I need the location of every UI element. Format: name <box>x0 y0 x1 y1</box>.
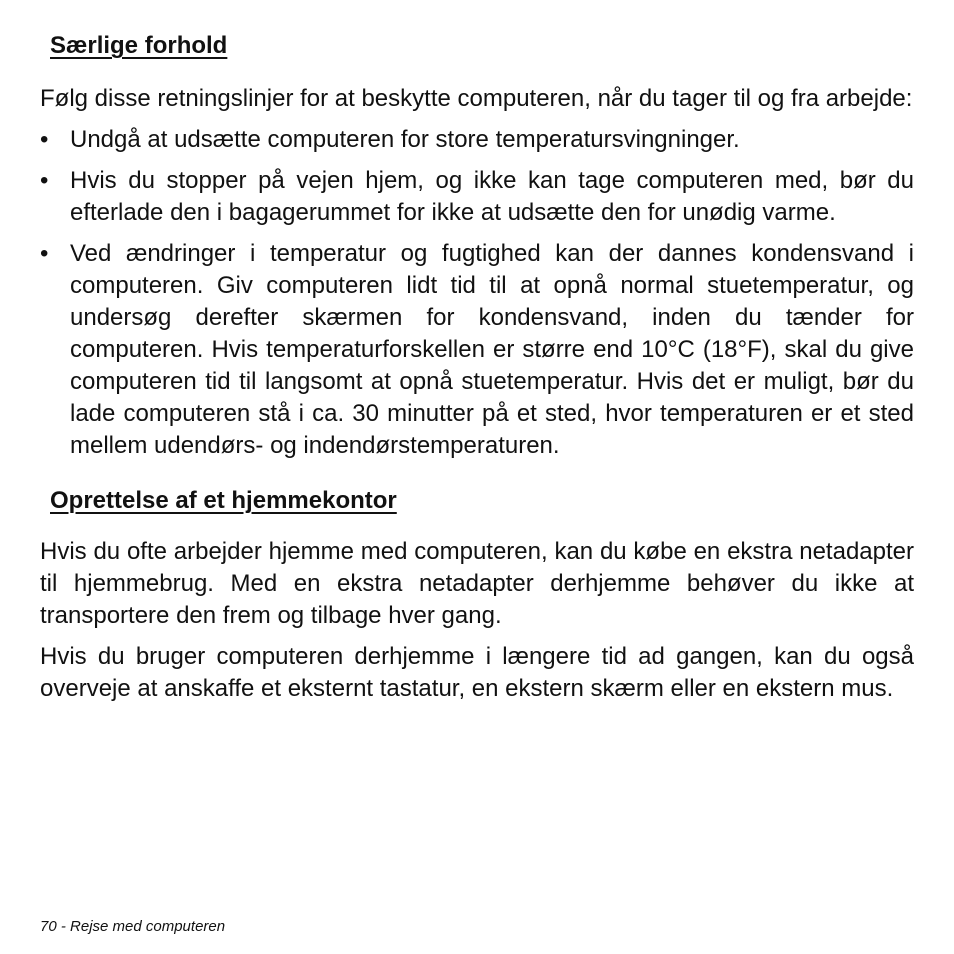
bullet-icon: • <box>40 240 49 267</box>
list-item-text: Ved ændringer i temperatur og fugtighed kan der dannes kondensvand i computeren. Giv computeren lidt tid til at opnå normal stuetemperatur, og undersøg derefter skærmen for kondensvand, inden du tænder for computeren. Hvis temperaturforskellen er større end 10°C (18°F), skal du give computeren tid til langsomt at opnå stuetemperatur. Hvis det er muligt, bør du lade computeren stå i ca. 30 minutter på et sted, hvor temperaturen er et sted mellem udendørs- og indendørstemperaturen. <box>70 240 914 459</box>
page-footer: 70 - Rejse med computeren <box>40 918 226 935</box>
bullet-icon: • <box>40 167 49 194</box>
section-heading-special-conditions: Særlige forhold <box>50 32 228 59</box>
bullet-icon: • <box>40 126 49 153</box>
intro-paragraph: Følg disse retningslinjer for at beskytte computeren, når du tager til og fra arbejde: <box>40 85 913 112</box>
body-paragraph: Hvis du bruger computeren derhjemme i længere tid ad gangen, kan du også overveje at anskaffe et eksternt tastatur, en ekstern skærm eller en ekstern mus. <box>40 643 914 702</box>
list-item <box>40 165 914 229</box>
guidelines-list <box>40 124 914 462</box>
list-item-text: Hvis du stopper på vejen hjem, og ikke kan tage computeren med, bør du efterlade den i bagagerummet for ikke at udsætte den for unødig varme. <box>70 167 914 226</box>
body-paragraph: Hvis du ofte arbejder hjemme med computeren, kan du købe en ekstra netadapter til hjemmebrug. Med en ekstra netadapter derhjemme behøver du ikke at transportere den frem og tilbage hver gang. <box>40 538 914 629</box>
list-item <box>40 238 914 462</box>
list-item <box>40 124 914 156</box>
document-page <box>40 30 914 705</box>
section-heading-home-office: Oprettelse af et hjemmekontor <box>50 487 397 514</box>
list-item-text: Undgå at udsætte computeren for store temperatursvingninger. <box>70 126 740 153</box>
